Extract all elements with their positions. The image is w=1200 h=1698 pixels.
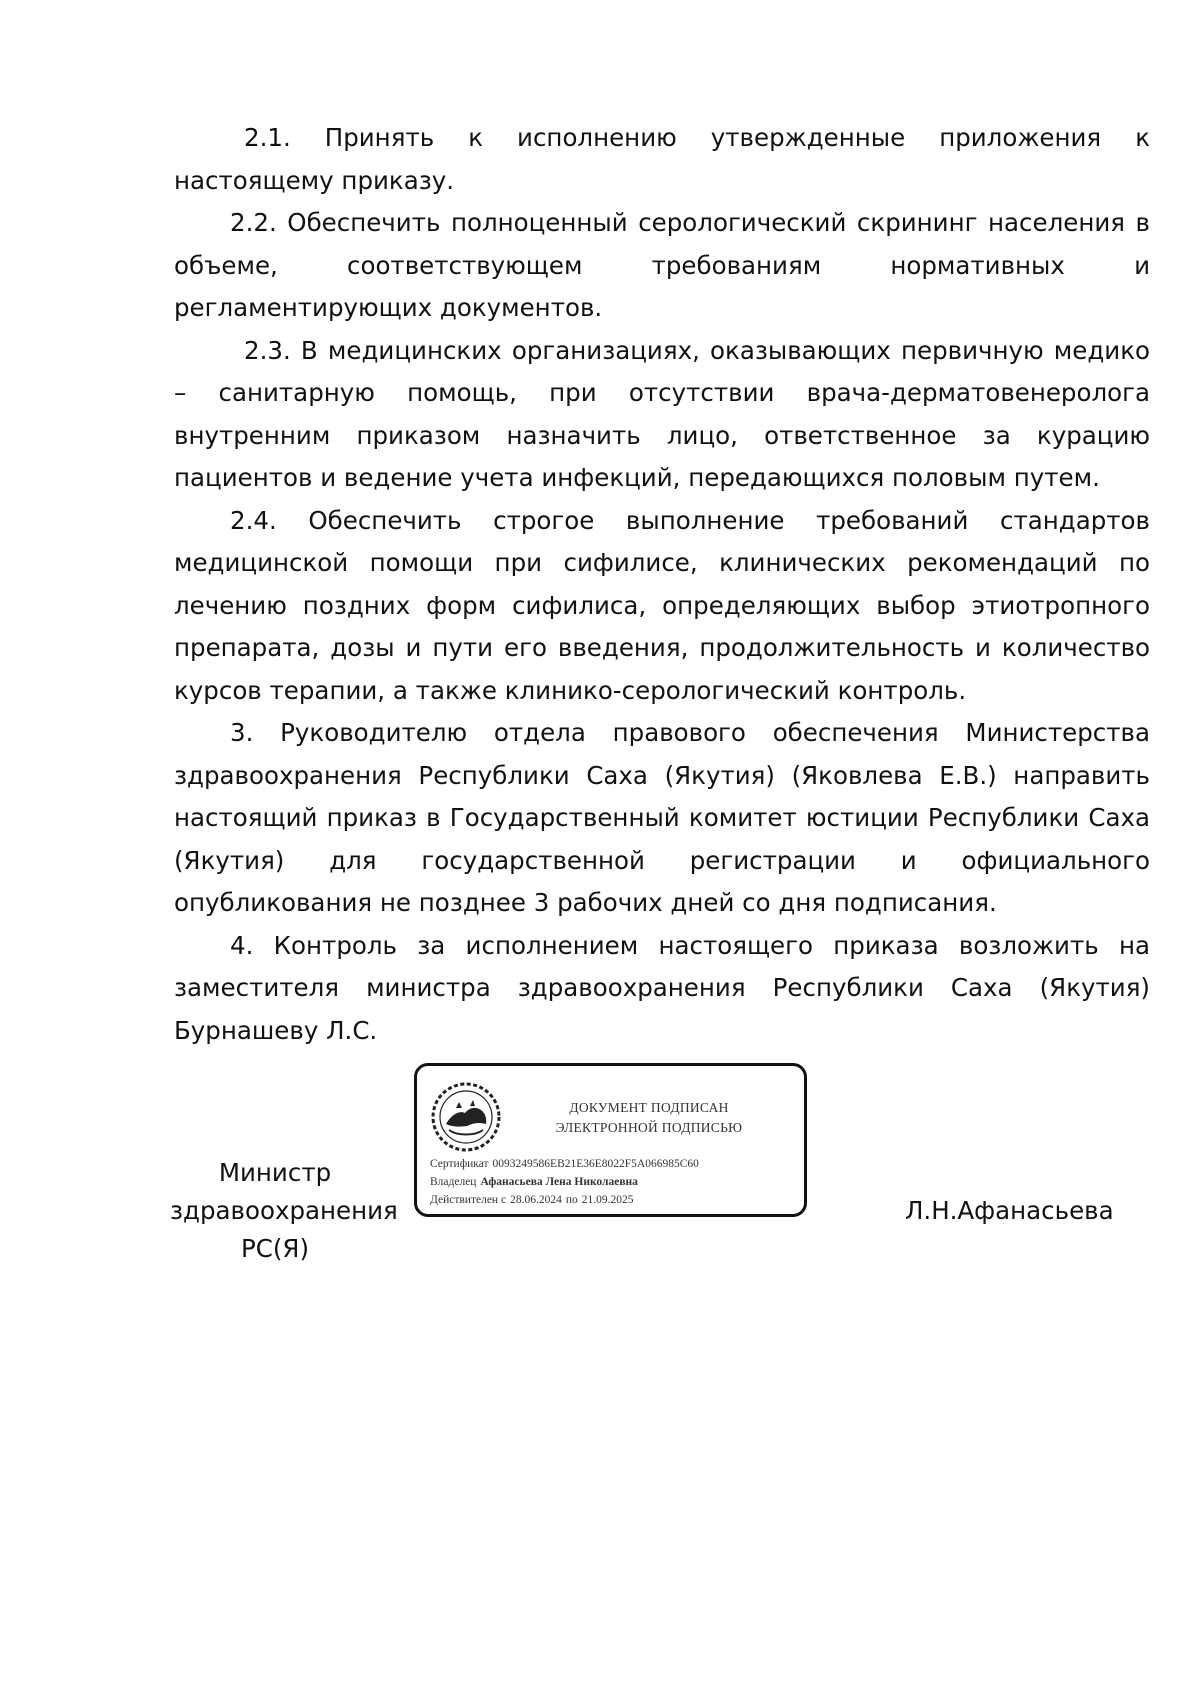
paragraph-4: 4. Контроль за исполнением настоящего приказа возложить на заместителя министра здравоохранения Республики Саха (Якутия) Бурнашеву Л.С. [174, 930, 1150, 1045]
validity-to-label: по [565, 1194, 578, 1206]
validity-row [430, 1191, 800, 1209]
owner-name: Афанасьева Лена Николаевна [480, 1176, 638, 1188]
signatory-position-line: здравоохранения [170, 1196, 398, 1225]
order-body [174, 117, 1150, 1052]
signatory-position-line: РС(Я) [240, 1234, 310, 1263]
validity-to: 21.09.2025 [581, 1194, 634, 1206]
stamp-heading-line: ДОКУМЕНТ ПОДПИСАН [569, 1100, 729, 1115]
paragraph-2-2: 2.2. Обеспечить полноценный серологический скрининг населения в объеме, соответствующем требованиям нормативных и регламентирующих документов. [174, 208, 1150, 322]
validity-label: Действителен с [430, 1194, 507, 1206]
stamp-heading-line: ЭЛЕКТРОННОЙ ПОДПИСЬЮ [555, 1120, 743, 1135]
paragraph-2-4: 2.4. Обеспечить строгое выполнение требований стандартов медицинской помощи при сифилисе, клинических рекомендаций по лечению поздних форм сифилиса, определяющих выбор этиотропного препарата, дозы и пути его введения, продолжительность и количество курсов терапии, а также клинико-серологический контроль. [174, 505, 1150, 705]
electronic-signature-stamp [414, 1063, 807, 1217]
owner-row [430, 1173, 800, 1191]
signatory-name: Л.Н.Афанасьева [905, 1196, 1114, 1225]
signatory-position [170, 1154, 398, 1268]
owner-label: Владелец [430, 1176, 477, 1188]
signatory-position-line: Министр [218, 1158, 332, 1187]
certificate-number: 0093249586EB21E36E8022F5A066985C60 [492, 1158, 699, 1170]
paragraph-3: 3. Руководителю отдела правового обеспечения Министерства здравоохранения Республики Саха (Якутия) (Яковлева Е.В.) направить настоящий приказ в Государственный комитет юстиции Республики Саха (Якутия) для государственной регистрации и официального опубликования не позднее 3 рабочих дней со дня подписания. [174, 718, 1150, 917]
stamp-certificate-info [430, 1155, 800, 1209]
republic-emblem-icon [429, 1080, 503, 1154]
validity-from: 28.06.2024 [510, 1194, 562, 1206]
paragraph-2-3: 2.3. В медицинских организациях, оказывающих первичную медико – санитарную помощь, при отсутствии врача-дерматовенеролога внутренним приказом назначить лицо, ответственное за курацию пациентов и ведение учета инфекций, передающихся половым путем. [174, 335, 1150, 492]
stamp-heading [519, 1098, 779, 1138]
certificate-label: Сертификат [430, 1158, 489, 1170]
certificate-row [430, 1155, 800, 1173]
paragraph-2-1: 2.1. Принять к исполнению утвержденные приложения к настоящему приказу. [174, 123, 1150, 195]
